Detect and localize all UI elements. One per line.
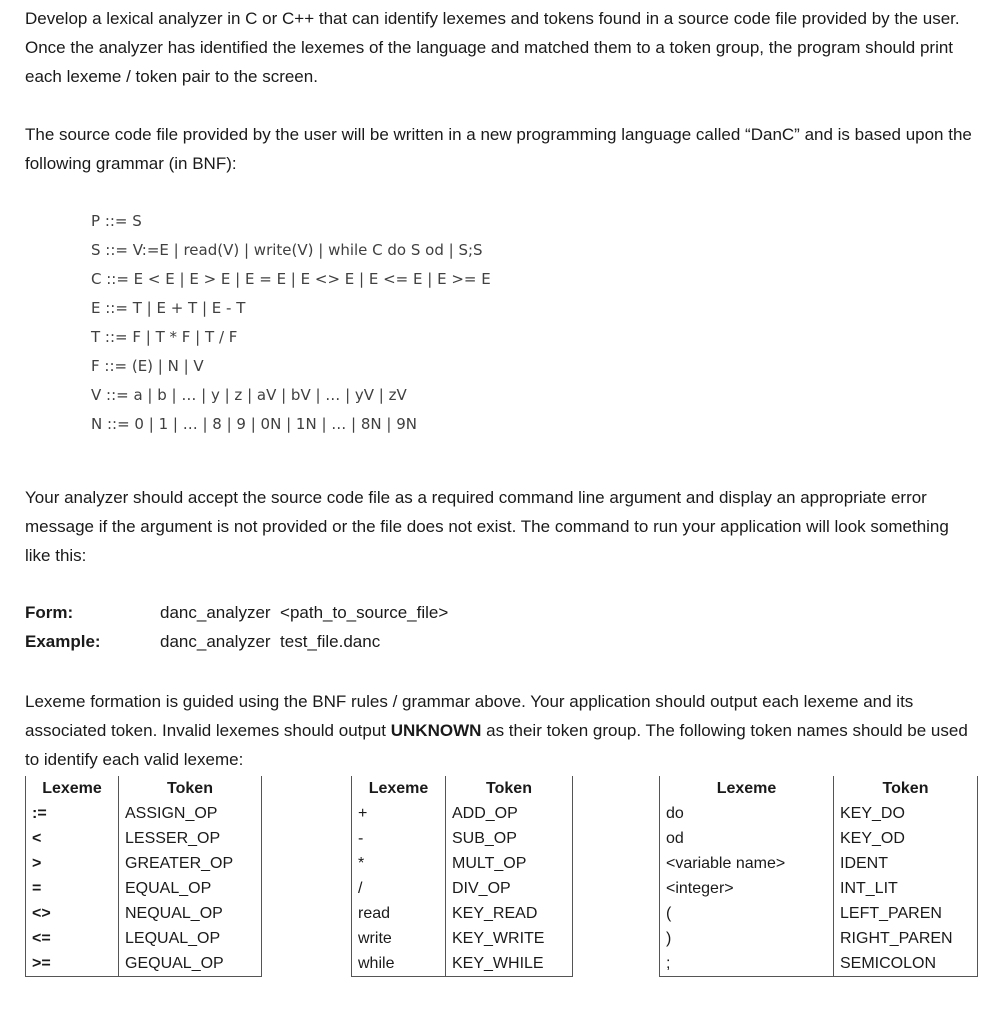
table-row — [26, 801, 262, 826]
token-intro-text: Lexeme formation is guided using the BNF rules / grammar above. Your application should output each lexeme and its associated token. Invalid lexemes should output — [25, 692, 914, 740]
table-row — [660, 926, 978, 951]
token-header: Token — [119, 776, 262, 801]
bnf-rule: E ::= T | E + T | E - T — [91, 299, 246, 317]
token-cell: KEY_READ — [446, 901, 573, 926]
token-intro-paragraph — [25, 687, 975, 774]
table-row — [660, 876, 978, 901]
lexeme-cell: = — [26, 876, 119, 901]
lexeme-cell: / — [352, 876, 446, 901]
lexeme-cell: <= — [26, 926, 119, 951]
lexeme-cell: read — [352, 901, 446, 926]
table-header-row — [660, 776, 978, 801]
bnf-rule: T ::= F | T * F | T / F — [91, 328, 238, 346]
lexeme-header: Lexeme — [660, 776, 834, 801]
token-header: Token — [446, 776, 573, 801]
table-row — [352, 926, 573, 951]
bnf-rule: V ::= a | b | … | y | z | aV | bV | … | yV | zV — [91, 386, 407, 404]
lexeme-cell: do — [660, 801, 834, 826]
lexeme-cell: write — [352, 926, 446, 951]
table-header-row — [352, 776, 573, 801]
token-cell: IDENT — [834, 851, 978, 876]
token-cell: LEFT_PAREN — [834, 901, 978, 926]
intro-paragraph: Develop a lexical analyzer in C or C++ that can identify lexemes and tokens found in a source code file provided by the user. Once the analyzer has identified the lexemes of the language and matched them to a token group, the program should print each lexeme / token pair to the screen. — [25, 9, 960, 86]
table-row — [26, 851, 262, 876]
table-row — [660, 801, 978, 826]
example-value: danc_analyzer test_file.danc — [160, 632, 381, 651]
token-cell: SEMICOLON — [834, 951, 978, 977]
bnf-rule: S ::= V:=E | read(V) | write(V) | while C do S od | S;S — [91, 241, 483, 259]
lexeme-cell: - — [352, 826, 446, 851]
token-cell: KEY_WRITE — [446, 926, 573, 951]
table-row — [26, 951, 262, 977]
lexeme-header: Lexeme — [26, 776, 119, 801]
token-header: Token — [834, 776, 978, 801]
table-row — [352, 826, 573, 851]
example-label: Example: — [25, 632, 101, 651]
bnf-rule: F ::= (E) | N | V — [91, 357, 204, 375]
token-cell: MULT_OP — [446, 851, 573, 876]
token-cell: ASSIGN_OP — [119, 801, 262, 826]
form-label: Form: — [25, 603, 74, 622]
bnf-grammar — [91, 207, 491, 439]
token-cell: GREATER_OP — [119, 851, 262, 876]
lexeme-cell: od — [660, 826, 834, 851]
token-cell: ADD_OP — [446, 801, 573, 826]
token-cell: GEQUAL_OP — [119, 951, 262, 977]
token-cell: LEQUAL_OP — [119, 926, 262, 951]
table-row — [352, 951, 573, 977]
form-value: danc_analyzer <path_to_source_file> — [160, 603, 449, 622]
lexeme-cell: >= — [26, 951, 119, 977]
table-row — [352, 876, 573, 901]
table-row — [352, 901, 573, 926]
lexeme-cell: <integer> — [660, 876, 834, 901]
lexeme-cell: ( — [660, 901, 834, 926]
table-row — [26, 901, 262, 926]
lexeme-cell: * — [352, 851, 446, 876]
lexeme-cell: > — [26, 851, 119, 876]
table-row — [26, 876, 262, 901]
token-intro-text-end: as their token group. The following token names should be used to identify each valid lexeme: — [25, 721, 968, 769]
command-line-paragraph: Your analyzer should accept the source code file as a required command line argument and display an appropriate error message if the argument is not provided or the file does not exist. The command to run your application will look something like this: — [25, 488, 949, 565]
token-cell: DIV_OP — [446, 876, 573, 901]
lexeme-cell: + — [352, 801, 446, 826]
token-cell: EQUAL_OP — [119, 876, 262, 901]
table-row — [26, 926, 262, 951]
table-header-row — [26, 776, 262, 801]
token-cell: NEQUAL_OP — [119, 901, 262, 926]
token-cell: SUB_OP — [446, 826, 573, 851]
lexeme-cell: <variable name> — [660, 851, 834, 876]
token-table-operators — [25, 776, 262, 977]
bnf-rule: P ::= S — [91, 212, 142, 230]
token-cell: INT_LIT — [834, 876, 978, 901]
token-cell: KEY_WHILE — [446, 951, 573, 977]
lexeme-cell: while — [352, 951, 446, 977]
lexeme-cell: < — [26, 826, 119, 851]
token-table-arithmetic-keywords — [351, 776, 573, 977]
bnf-rule: N ::= 0 | 1 | … | 8 | 9 | 0N | 1N | … | 8N | 9N — [91, 415, 417, 433]
command-usage — [25, 598, 448, 656]
table-row — [660, 901, 978, 926]
table-row — [660, 826, 978, 851]
table-row — [352, 801, 573, 826]
table-row — [26, 826, 262, 851]
table-row — [660, 951, 978, 977]
lexeme-cell: := — [26, 801, 119, 826]
table-row — [660, 851, 978, 876]
lexeme-cell: ) — [660, 926, 834, 951]
table-row — [352, 851, 573, 876]
grammar-intro-paragraph: The source code file provided by the user will be written in a new programming language called “DanC” and is based upon the following grammar (in BNF): — [25, 125, 972, 173]
unknown-keyword: UNKNOWN — [390, 721, 482, 740]
token-table-identifiers — [659, 776, 978, 977]
token-cell: KEY_DO — [834, 801, 978, 826]
lexeme-cell: <> — [26, 901, 119, 926]
token-cell: LESSER_OP — [119, 826, 262, 851]
token-cell: KEY_OD — [834, 826, 978, 851]
bnf-rule: C ::= E < E | E > E | E = E | E <> E | E <= E | E >= E — [91, 270, 491, 288]
lexeme-cell: ; — [660, 951, 834, 977]
lexeme-header: Lexeme — [352, 776, 446, 801]
token-cell: RIGHT_PAREN — [834, 926, 978, 951]
